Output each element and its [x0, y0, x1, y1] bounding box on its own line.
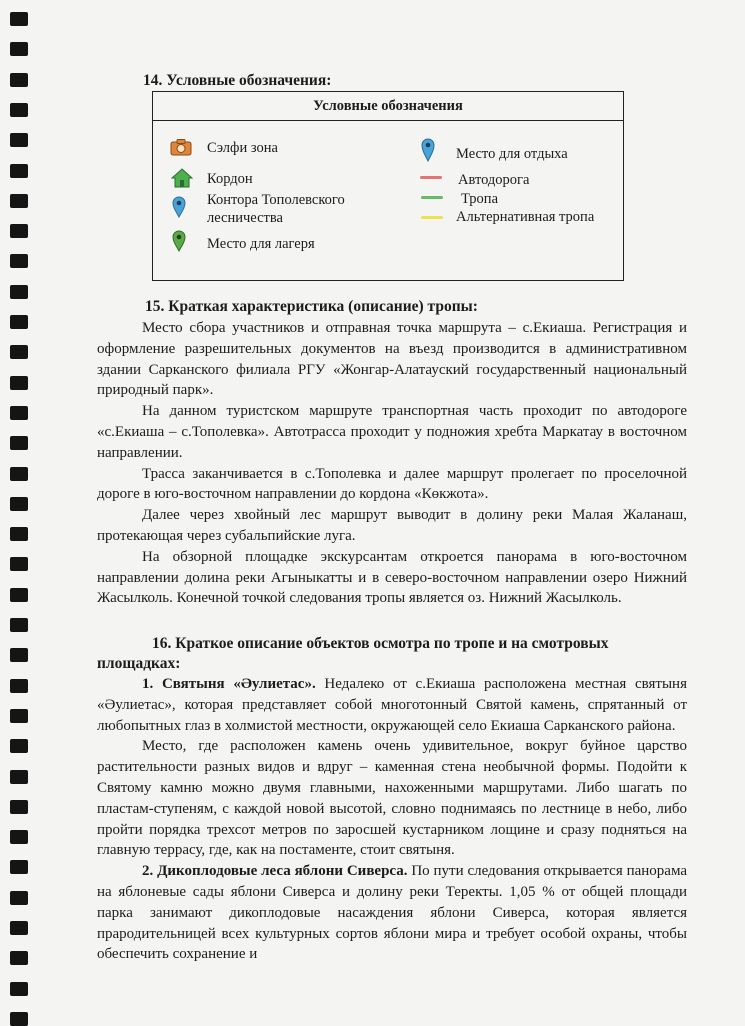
item-1-title: 1. Святыня «Әулиетас». — [142, 676, 316, 692]
section-16-heading: 16. Краткое описание объектов осмотра по тропе и на смотровых площадках: — [97, 635, 609, 672]
legend-label-selfie: Сэлфи зона — [207, 140, 278, 156]
section-16-body — [97, 674, 687, 965]
legend-title: Условные обозначения — [153, 92, 623, 121]
legend-label-cordon: Кордон — [207, 171, 253, 187]
map-pin-rest-icon — [421, 138, 435, 162]
item-2-title: 2. Дикоплодовые леса яблони Сиверса. — [142, 863, 408, 880]
map-pin-green-icon — [172, 230, 186, 252]
paragraph — [97, 674, 687, 736]
paragraph: Трасса заканчивается в с.Тополевка и далее маршрут пролегает по проселочной дороге в юго-восточном направлении до кордона «Көкжота». — [97, 465, 687, 503]
alt-trail-line-symbol — [421, 216, 443, 219]
legend-label-rest: Место для отдыха — [456, 146, 568, 162]
legend-label-alt-trail: Альтернативная тропа — [456, 209, 595, 225]
map-pin-blue-icon — [172, 196, 186, 218]
item-1-text: Недалеко от с.Екиаша расположена местная святыня «Әулиетас», которая представляет собой многотонный Святой камень, спрятанный от любопытных глаз в холмистой местности, окружающей село Екиаша Сарканского района. — [97, 676, 687, 734]
paragraph — [97, 861, 687, 965]
paragraph: Далее через хвойный лес маршрут выводит в долину реки Малая Жаланаш, протекающая через субальпийские луга. — [97, 507, 687, 544]
paragraph: Место сбора участников и отправная точка маршрута – с.Екиаша. Регистрация и оформление разрешительных документов на въезд производится в административном здании Сарканского филиала РГУ «Жонгар-Алатауский государственный национальный природный парк». — [97, 320, 687, 399]
legend-label-office: Контора Тополевского лесничества — [207, 192, 345, 226]
camera-icon — [170, 139, 192, 156]
section-15-heading: 15. Краткая характеристика (описание) тропы: — [145, 298, 478, 315]
house-icon — [171, 168, 193, 188]
paragraph: На обзорной площадке экскурсантам откроется панорама в юго-восточном направлении долина реки Агыныкатты и в северо-восточном направлении озеро Нижний Жасылколь. Конечной точкой следования тропы является оз. Нижний Жасылколь. — [97, 548, 687, 607]
item-2-text: По пути следования открывается панорама на яблоневые сады яблони Сиверса и долину реки Теректы. 1,05 % от общей площади парка занимают дикоплодовые насаждения яблони Сиверса, которая является прародительницей всех культурных сортов яблони мира и требует особой охраны, чтобы обеспечить сохранение и — [97, 863, 687, 963]
trail-line-symbol — [421, 196, 443, 199]
legend-label-road: Автодорога — [458, 172, 530, 188]
paragraph: Место, где расположен камень очень удивительное, вокруг буйное царство растительности разных видов и вдруг – каменная стена необычной формы. Подойти к Святому камню можно двумя главными, нахоженными маршрутами. Либо шагать по пластам-ступеням, с каждой новой высотой, словно поднимаясь по лестнице в небо, либо пройти порядка трехсот метров по заросшей кустарником лощине и сразу подняться на главную террасу, где, как на постаменте, стоит святыня. — [97, 738, 687, 859]
section-14-heading: 14. Условные обозначения: — [143, 72, 332, 89]
legend-label-camp: Место для лагеря — [207, 236, 315, 252]
paragraph: На данном туристском маршруте транспортная часть проходит по автодороге «с.Екиаша – с.Тополевка». Автотрасса проходит у подножия хребта Маркатау в восточном направлении. — [97, 403, 687, 461]
legend-label-trail: Тропа — [461, 191, 499, 207]
road-line-symbol — [420, 176, 442, 179]
legend-box — [152, 91, 624, 281]
section-15-body — [97, 318, 687, 609]
